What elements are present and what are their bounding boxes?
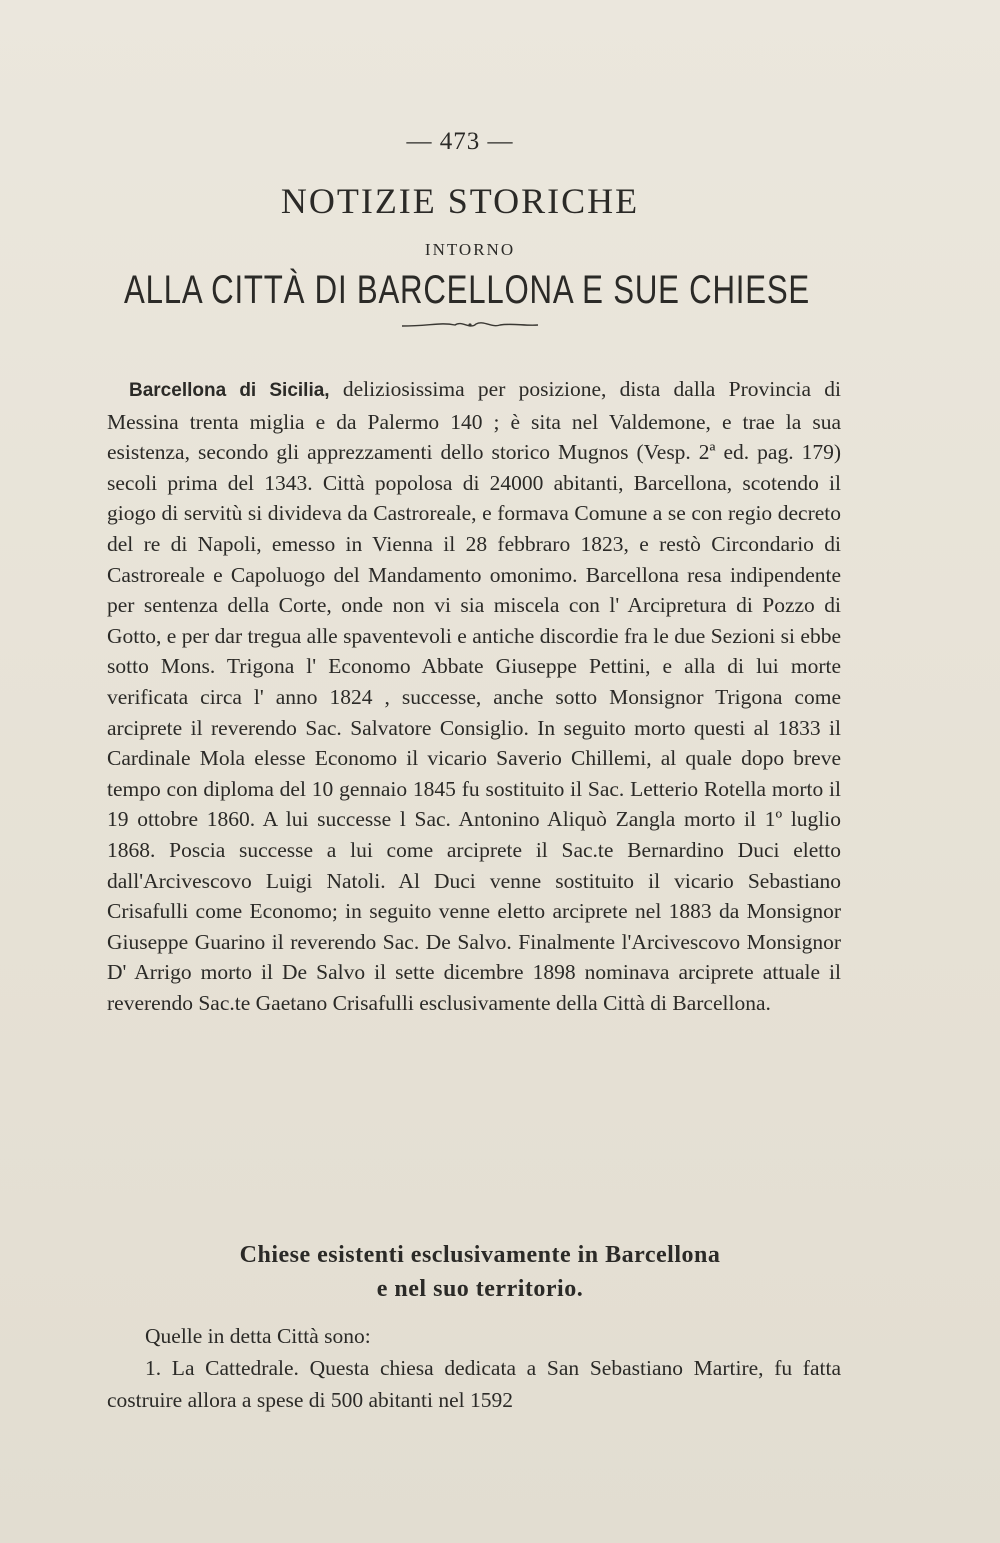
section-heading-line-1: Chiese esistenti esclusivamente in Barcellona (239, 1242, 721, 1268)
paragraph-lead: Barcellona di Sicilia, (129, 380, 330, 401)
page-subtitle: ALLA CITTÀ DI BARCELLONA E SUE CHIESE (123, 268, 811, 312)
list-item: 1. La Cattedrale. Questa chiesa dedicata a San Sebastiano Martire, fu fatta costruire allora a spese di 500 abitanti nel 1592 (107, 1356, 841, 1412)
list-intro: Quelle in detta Città sono: (145, 1324, 371, 1348)
section-heading-line-2: e nel suo territorio. (376, 1276, 584, 1302)
paragraph-text: deliziosissima per posizione, dista dalla Provincia di Messina trenta miglia e da Palermo 140 ; è sita nel Valdemone, e trae la sua esistenza, secondo gli apprezzamenti dello storico Mugnos (Vesp. 2ª ed. pag. 179) secoli prima del 1343. Città popolosa di 24000 abitanti, Barcellona, scotendo il giogo di servitù si divideva da Castroreale, e formava Comune a se con regio decreto del re di Napoli, emesso in Vienna il 28 febbraro 1823, e restò Circondario di Castroreale e Capoluogo del Mandamento omonimo. Barcellona resa indipendente per sentenza della Corte, onde non vi sia miscela con l' Arcipretura di Pozzo di Gotto, e per dar tregua alle spaventevoli e antiche discordie fra le due Sezioni si ebbe sotto Mons. Trigona l' Economo Abbate Giuseppe Pettini, e alla di lui morte verificata circa l' anno 1824 , successe, anche sotto Monsignor Trigona come arciprete il reverendo Sac. Salvatore Consiglio. In seguito morto questi al 1833 il Cardinale Mola elesse Economo il vicario Saverio Chillemi, al quale dopo breve tempo con diploma del 10 gennaio 1845 fu sostituito il Sac. Letterio Rotella morto il 19 ottobre 1860. A lui successe l Sac. Antonino Aliquò Zangla morto il 1º luglio 1868. Poscia successe a lui come arciprete il Sac.te Bernardino Duci eletto dall'Arcivescovo Luigi Natoli. Al Duci venne sostituito il vicario Sebastiano Crisafulli come Economo; in seguito venne eletto arciprete nel 1883 da Monsignor Giuseppe Guarino il reverendo Sac. De Salvo. Finalmente l'Arcivescovo Monsignor D' Arrigo morto il De Salvo il sette dicembre 1898 nominava arciprete attuale il reverendo Sac.te Gaetano Crisafulli esclusivamente della Città di Barcellona. (107, 377, 841, 1015)
list-section (107, 1320, 841, 1416)
ornament-divider (400, 318, 540, 332)
page-title: NOTIZIE STORICHE (280, 181, 640, 221)
section-heading (140, 1238, 820, 1306)
body-paragraph (107, 374, 841, 1018)
page-number: — 473 — (406, 128, 514, 155)
title-connector: INTORNO (424, 240, 516, 259)
